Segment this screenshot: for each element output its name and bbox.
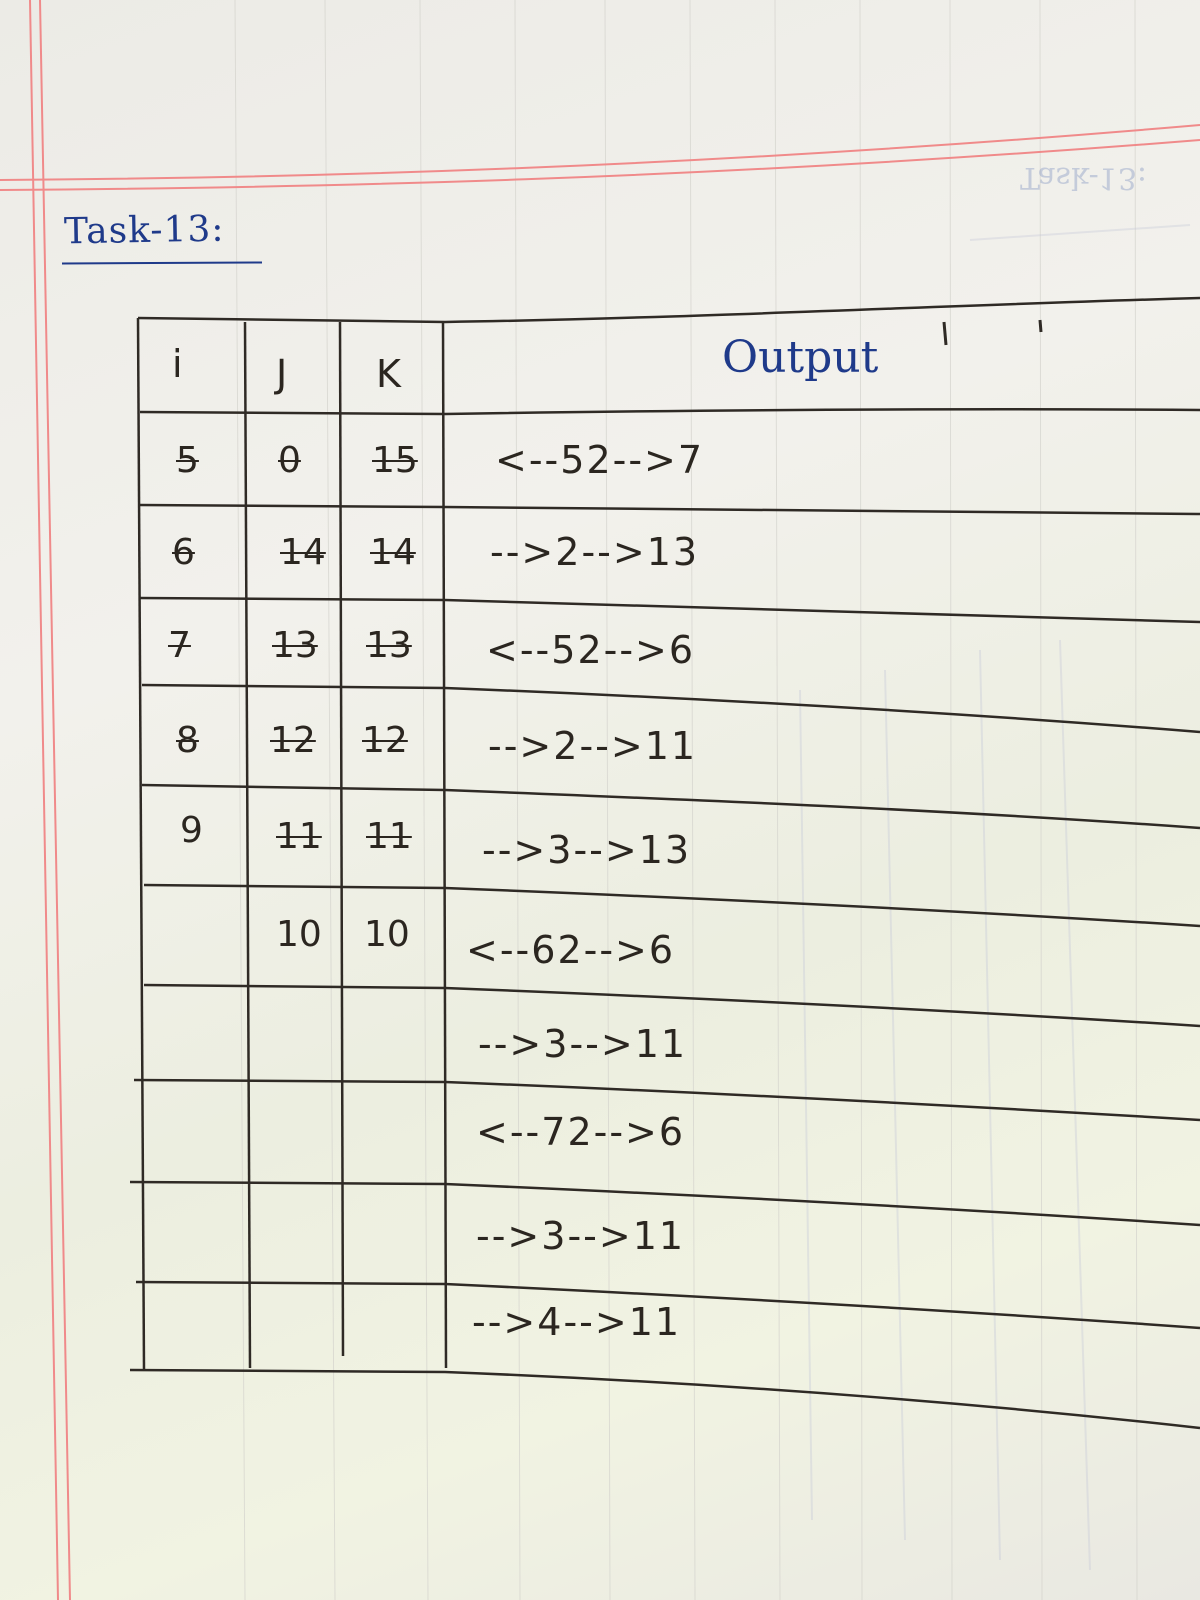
cell-i: 6 [172, 532, 195, 573]
header-i: i [172, 342, 183, 386]
page-title: Task-13: [63, 208, 225, 253]
stray-ticks [944, 320, 1041, 345]
cell-output: <--62-->6 [466, 928, 676, 972]
header-output: Output [722, 332, 879, 383]
cell-output: <--52-->7 [495, 438, 705, 482]
cell-output: <--72-->6 [476, 1110, 686, 1154]
cell-i: 5 [176, 440, 199, 481]
cell-i: 8 [176, 720, 199, 761]
cell-output: -->2-->11 [488, 724, 698, 768]
cell-k: 11 [366, 816, 412, 857]
cell-k: 14 [370, 532, 416, 573]
header-k: K [376, 352, 401, 396]
cell-i: 7 [168, 625, 191, 666]
cell-output: -->3-->13 [482, 828, 692, 872]
cell-output: -->4-->11 [472, 1300, 682, 1344]
cell-j: 12 [270, 720, 316, 761]
show-through-title: Task-13: [1020, 160, 1148, 195]
cell-k: 13 [366, 625, 412, 666]
cell-j: 0 [278, 440, 301, 481]
cell-output: -->3-->11 [476, 1214, 686, 1258]
cell-output: -->2-->13 [490, 530, 700, 574]
cell-output: -->3-->11 [478, 1022, 688, 1066]
cell-i: 9 [180, 810, 203, 851]
cell-j: 10 [276, 914, 322, 955]
cell-j: 11 [276, 816, 322, 857]
show-through-marks [800, 225, 1190, 1570]
cell-k: 15 [372, 440, 418, 481]
cell-j: 14 [280, 532, 326, 573]
cell-j: 13 [272, 625, 318, 666]
header-j: J [276, 352, 288, 396]
cell-k: 12 [362, 720, 408, 761]
cell-k: 10 [364, 914, 410, 955]
cell-output: <--52-->6 [486, 628, 696, 672]
